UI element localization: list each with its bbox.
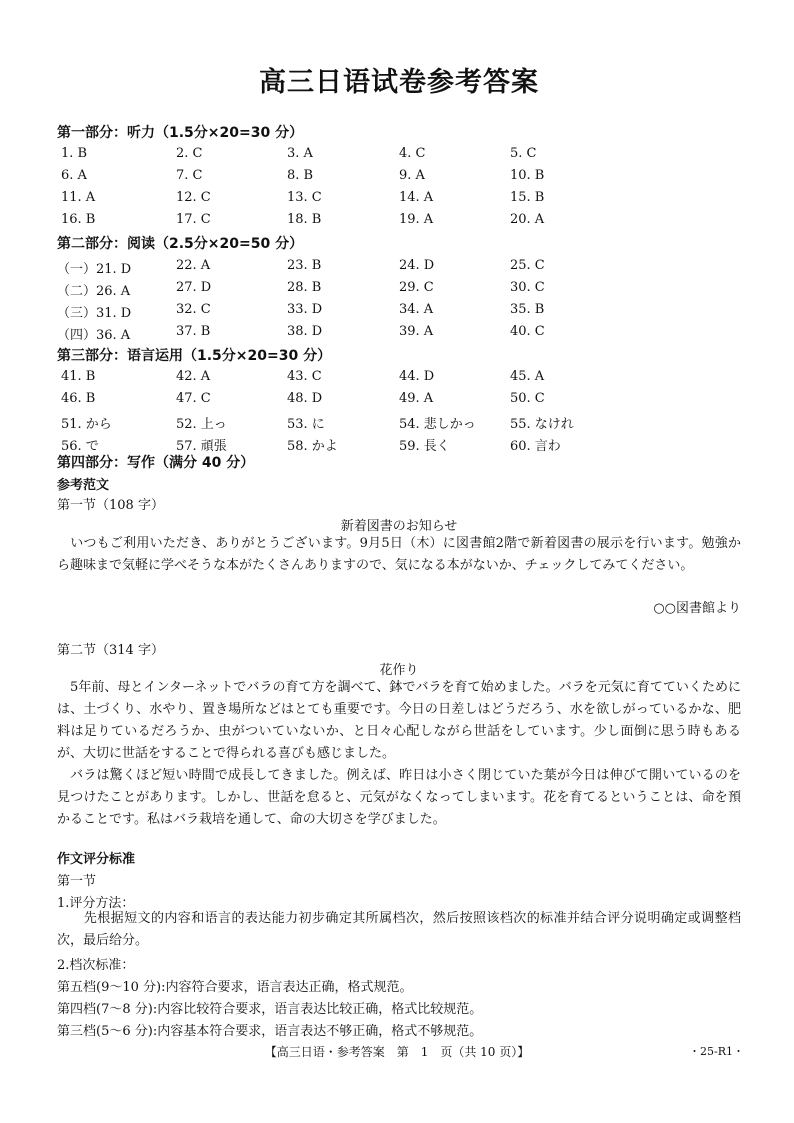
answer-cell: 1. B	[61, 146, 88, 161]
answer-cell: 37. B	[176, 324, 211, 339]
sample-essay-label: 参考范文	[57, 478, 110, 493]
answer-cell: 55. なけれ	[510, 417, 574, 432]
answer-cell: 5. C	[510, 146, 537, 161]
answer-cell: 43. C	[287, 369, 322, 384]
criteria-method-text: 先根据短文的内容和语言的表达能力初步确定其所属档次，然后按照该档次的标准并结合评分说明确定或调整档次，最后给分。	[57, 911, 741, 948]
answer-cell: 28. B	[287, 280, 322, 295]
answer-cell: 15. B	[510, 190, 545, 205]
answer-cell: 17. C	[176, 212, 211, 227]
answer-cell: 56. で	[61, 439, 99, 454]
answer-cell: 50. C	[510, 391, 545, 406]
answer-cell: 25. C	[510, 258, 545, 273]
answer-row	[57, 324, 741, 344]
answer-cell: 32. C	[176, 302, 211, 317]
answer-row	[57, 258, 741, 278]
page-title: 高三日语试卷参考答案	[259, 67, 539, 98]
answer-row	[57, 302, 741, 322]
section2-paragraph-1: 5年前、母とインターネットでバラの育て方を調べて、鉢でバラを育て始めました。バラを元気に育てていくためには、土づくり、水やり、置き場所などはとても重要です。今日の日差しはどうだろう、水を欲しがっているかな、肥料は足りているだろうか、虫がついていないか、と日々心配しながら世話をしています。少し面倒に思う時もあるが、大切に世話をすることで得られる喜びも感じました。	[57, 680, 741, 761]
criteria-method-label: 1.评分方法：	[57, 896, 135, 911]
answer-cell: 20. A	[510, 212, 545, 227]
part4-heading: 第四部分：写作（满分 40 分）	[57, 455, 255, 471]
answer-row	[57, 391, 741, 411]
answer-cell: 60. 言わ	[510, 439, 561, 454]
answer-cell: 9. A	[399, 168, 425, 183]
answer-cell: 33. D	[287, 302, 323, 317]
criteria-level-3: 第三档(5～6 分):内容基本符合要求，语言表达不够正确，格式不够规范。	[57, 1024, 483, 1039]
criteria-level-4: 第四档(7～8 分):内容比较符合要求，语言表达比较正确，格式比较规范。	[57, 1002, 483, 1017]
answer-row	[57, 413, 741, 433]
answer-cell: 42. A	[176, 369, 211, 384]
answer-cell: 3. A	[287, 146, 313, 161]
answer-cell: 24. D	[399, 258, 435, 273]
section2-label: 第二节（314 字）	[57, 643, 164, 658]
answer-cell: 8. B	[287, 168, 314, 183]
answer-cell: 2. C	[176, 146, 203, 161]
criteria-section: 第一节	[57, 874, 97, 889]
criteria-levels-label: 2.档次标准：	[57, 958, 135, 973]
answer-cell: 12. C	[176, 190, 211, 205]
answer-cell: 10. B	[510, 168, 545, 183]
answer-cell: 44. D	[399, 369, 435, 384]
footer-code: ・25-R1・	[689, 1045, 744, 1058]
answer-cell: 49. A	[399, 391, 434, 406]
answer-cell: 38. D	[287, 324, 323, 339]
part1-heading: 第一部分：听力（1.5分×20=30 分）	[57, 125, 304, 141]
footer-page-info: 【高三日语・参考答案 第 1 页（共 10 页）】	[264, 1045, 530, 1059]
answer-cell: 18. B	[287, 212, 322, 227]
answer-cell: 58. かよ	[287, 439, 338, 454]
answer-cell: 39. A	[399, 324, 434, 339]
section1-title: 新着図書のお知らせ	[340, 519, 458, 534]
answer-cell: 35. B	[510, 302, 545, 317]
section2-paragraph-2: バラは驚くほど短い時間で成長してきました。例えば、昨日は小さく閉じていた葉が今日は伸びて開いているのを見つけたことがあります。しかし、世話を怠ると、元気がなくなってしまいます。花を育てるということは、命を預かることです。私はバラ栽培を通して、命の大切さを学びました。	[57, 768, 741, 827]
answer-row	[57, 190, 741, 210]
part2-heading: 第二部分：阅读（2.5分×20=50 分）	[57, 236, 304, 252]
answer-cell: 57. 頑張	[176, 439, 227, 454]
answer-cell: 46. B	[61, 391, 96, 406]
answer-cell: 7. C	[176, 168, 203, 183]
criteria-level-5: 第五档(9～10 分):内容符合要求，语言表达正确，格式规范。	[57, 980, 413, 995]
answer-cell: 47. C	[176, 391, 211, 406]
answer-cell: 13. C	[287, 190, 322, 205]
answer-cell: 22. A	[176, 258, 211, 273]
section2-title: 花作り	[379, 663, 419, 678]
answer-cell: （一）21. D	[57, 262, 132, 277]
answer-cell: （四）36. A	[57, 328, 131, 343]
answer-row	[57, 212, 741, 232]
answer-row	[57, 168, 741, 188]
answer-row	[57, 146, 741, 166]
section1-signature: ○○図書館より	[653, 601, 741, 616]
answer-cell: 40. C	[510, 324, 545, 339]
answer-cell: 52. 上っ	[176, 417, 227, 432]
answer-cell: 45. A	[510, 369, 545, 384]
section1-label: 第一节（108 字）	[57, 498, 164, 513]
answer-cell: 59. 長く	[399, 439, 450, 454]
answer-cell: 29. C	[399, 280, 434, 295]
answer-row	[57, 369, 741, 389]
answer-cell: 6. A	[61, 168, 87, 183]
answer-cell: 41. B	[61, 369, 96, 384]
answer-cell: 23. B	[287, 258, 322, 273]
answer-cell: 34. A	[399, 302, 434, 317]
answer-cell: 27. D	[176, 280, 212, 295]
answer-cell: 19. A	[399, 212, 434, 227]
answer-cell: （三）31. D	[57, 306, 132, 321]
answer-cell: 4. C	[399, 146, 426, 161]
answer-cell: 51. から	[61, 417, 112, 432]
answer-cell: 30. C	[510, 280, 545, 295]
answer-cell: 48. D	[287, 391, 323, 406]
answer-cell: 11. A	[61, 190, 96, 205]
answer-row	[57, 280, 741, 300]
answer-cell: 54. 悲しかっ	[399, 417, 476, 432]
section1-body: いつもご利用いただき、ありがとうございます。9月5日（木）に図書館2階で新着図書の展示を行います。勉強から趣味まで気軽に学べそうな本がたくさんありますので、気になる本がないか、チェックしてみてください。	[57, 536, 741, 573]
criteria-heading: 作文评分标准	[57, 852, 136, 867]
part3-heading: 第三部分：语言运用（1.5分×20=30 分）	[57, 348, 332, 364]
answer-cell: 16. B	[61, 212, 96, 227]
answer-cell: 14. A	[399, 190, 434, 205]
answer-cell: 53. に	[287, 417, 325, 432]
answer-cell: （二）26. A	[57, 284, 131, 299]
